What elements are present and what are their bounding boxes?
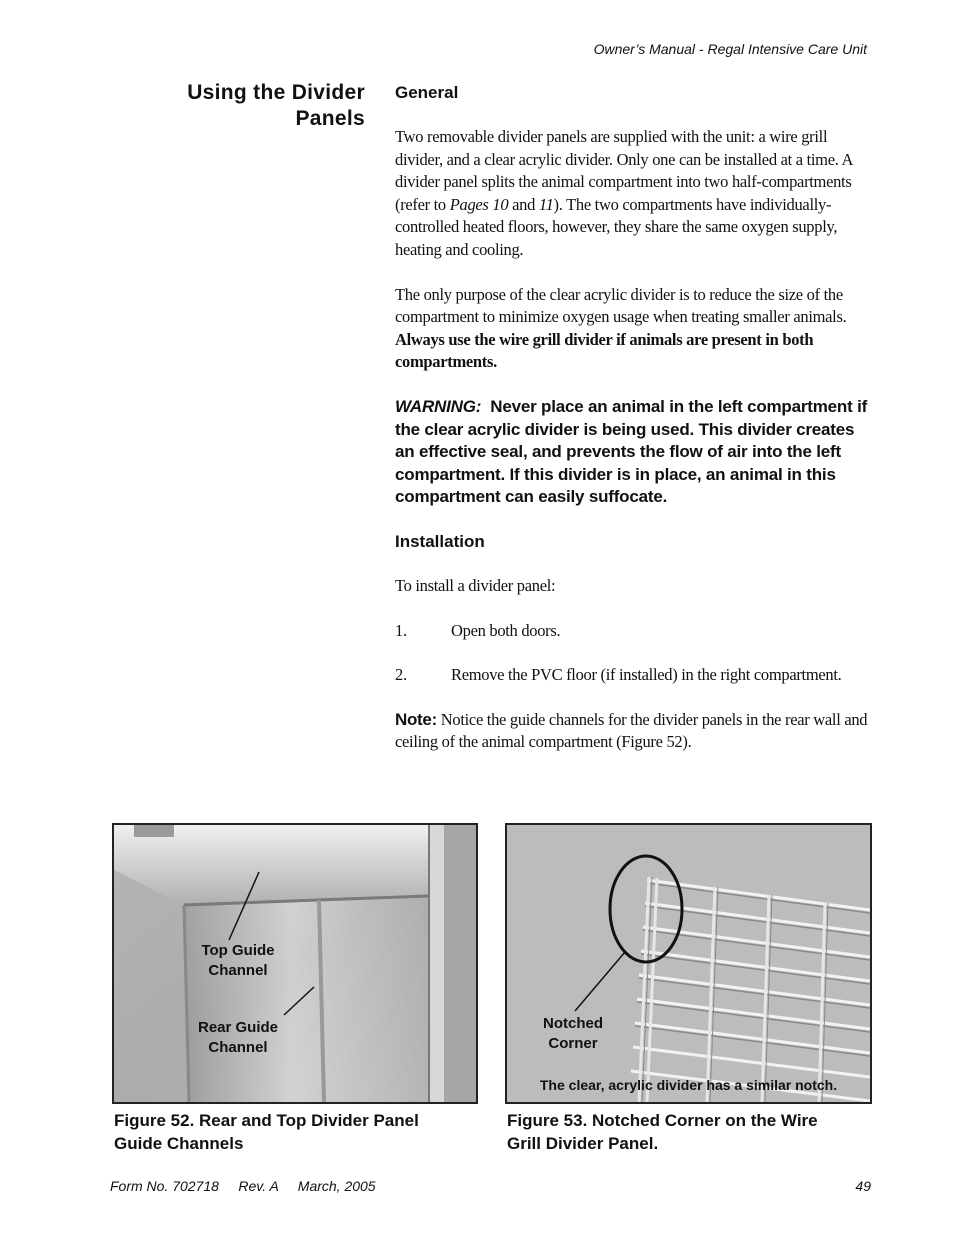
step-2 <box>395 664 870 687</box>
warning-label: WARNING: <box>395 396 482 416</box>
note-label: Note: <box>395 709 437 729</box>
note-paragraph <box>395 709 870 754</box>
general-heading: General <box>395 83 459 102</box>
paragraph-general: Two removable divider panels are supplied with the unit: a wire grill divider, and a clear acrylic divider. Only one can be installed at a time. A divider panel splits the animal compartment into two half-compartments (refer to Pages 10 and 11). The two compartments have individually-controlled heated floors, however, they share the same oxygen supply, heating and cooling. <box>395 127 853 259</box>
top-guide-channel-label: Top Guide Channel <box>201 942 275 979</box>
step-text: Open both doors. <box>451 620 561 640</box>
warning-text: Never place an animal in the left compartment if the clear acrylic divider is being used. This divider creates an effective seal, and prevents the flow of air into the left compartment. If this divider is in place, an animal in this compartment can easily suffocate. <box>395 396 868 507</box>
figure-52-photo <box>112 823 478 1104</box>
step-text: Remove the PVC floor (if installed) in the right compartment. <box>451 665 842 685</box>
acrylic-divider-note: The clear, acrylic divider has a similar notch. <box>539 1077 838 1093</box>
footer-form-number: Form No. 702718 Rev. A March, 2005 <box>110 1178 376 1194</box>
page-number: 49 <box>855 1178 871 1194</box>
figure-52-caption: Figure 52. Rear and Top Divider Panel Guide Channels <box>114 1111 419 1153</box>
running-header: Owner’s Manual - Regal Intensive Care Unit <box>593 41 867 57</box>
pages-ref: Pages 10 <box>449 194 509 214</box>
note-text: Notice the guide channels for the divider panels in the rear wall and ceiling of the animal compartment (Figure 52). <box>395 709 868 752</box>
installation-heading: Installation <box>395 531 485 551</box>
notched-corner-label: Notched Corner <box>543 1015 603 1052</box>
main-content <box>395 82 870 776</box>
section-title-line1: Using the Divider <box>187 81 365 104</box>
section-title-line2: Panels <box>295 107 365 130</box>
figure-53-caption: Figure 53. Notched Corner on the Wire Grill Divider Panel. <box>507 1111 818 1153</box>
page11-ref: 11 <box>538 194 554 214</box>
bold-instruction: Always use the wire grill divider if animals are present in both compartments. <box>395 329 814 372</box>
rear-guide-channel-label: Rear Guide Channel <box>197 1019 279 1056</box>
step-number: 2. <box>395 665 407 685</box>
step-number: 1. <box>395 620 407 640</box>
warning-block <box>395 396 870 509</box>
step-1 <box>395 620 870 643</box>
section-title <box>150 80 365 132</box>
paragraph-acrylic: The only purpose of the clear acrylic divider is to reduce the size of the compartment to minimize oxygen usage when treating smaller animals. Always use the wire grill divider if animals are present in both compartments. <box>395 284 847 372</box>
wire-grill-illustration <box>507 825 870 1102</box>
install-intro: To install a divider panel: <box>395 575 556 595</box>
figure-53-photo <box>505 823 872 1104</box>
compartment-interior-illustration <box>114 825 476 1102</box>
